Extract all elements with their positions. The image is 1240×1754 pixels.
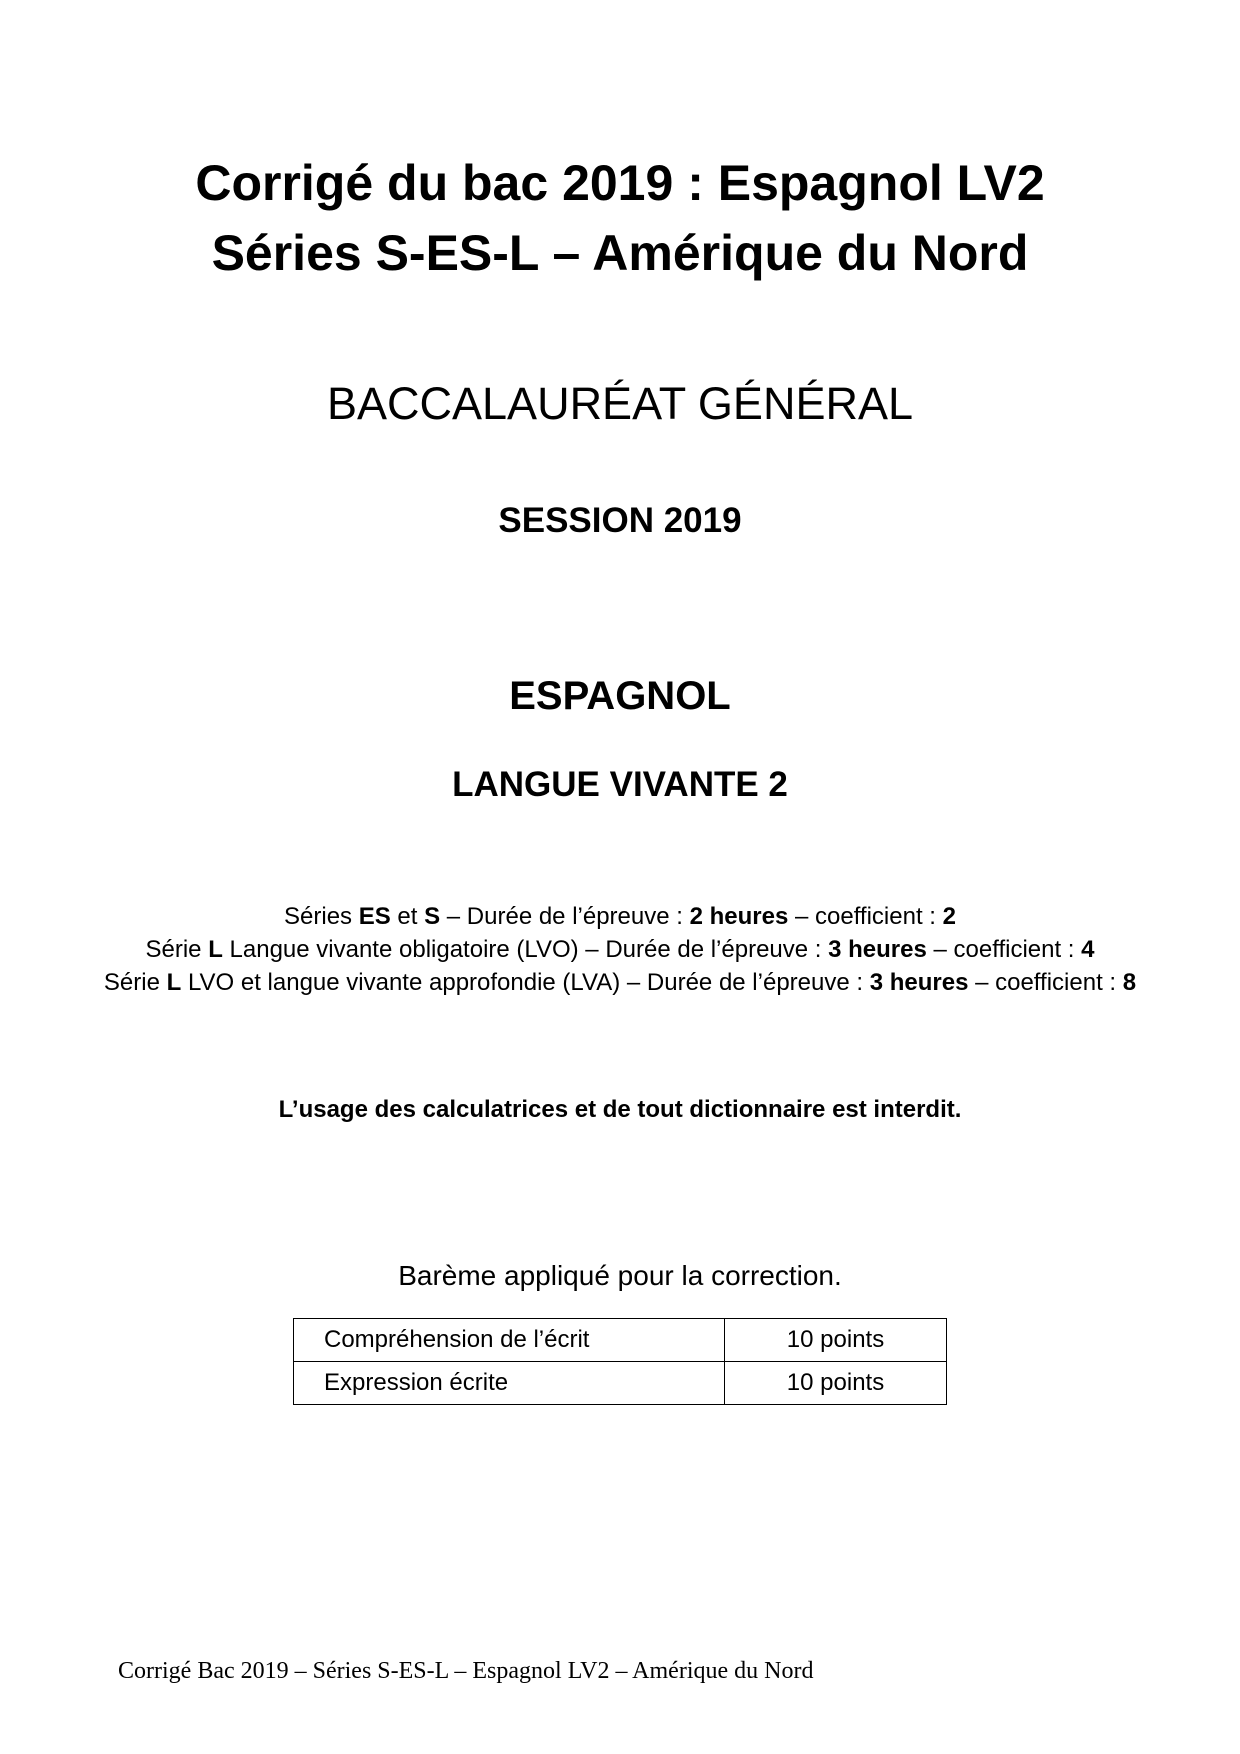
- table-row: [294, 1319, 947, 1362]
- document-title: [0, 148, 1240, 288]
- exam-type: BACCALAURÉAT GÉNÉRAL: [326, 378, 913, 429]
- series-text: et: [390, 903, 425, 930]
- series-info: [0, 900, 1240, 999]
- series-bold-text: 4: [1081, 936, 1095, 963]
- series-text: – coefficient :: [926, 936, 1082, 963]
- series-text: LVO et langue vivante approfondie (LVA) – Durée de l’épreuve :: [181, 969, 870, 996]
- series-bold-text: 8: [1122, 969, 1137, 996]
- series-text: – coefficient :: [788, 903, 943, 930]
- series-bold-text: S: [424, 903, 441, 930]
- bareme-caption: Barème appliqué pour la correction.: [398, 1260, 842, 1291]
- exam-subject: ESPAGNOL: [509, 674, 731, 718]
- exam-rule: L’usage des calculatrices et de tout dictionnaire est interdit.: [278, 1096, 962, 1123]
- series-text: Série: [145, 936, 209, 963]
- series-bold-text: L: [166, 969, 182, 996]
- series-text: Série: [103, 969, 167, 996]
- table-cell-label: Compréhension de l’écrit: [294, 1319, 725, 1362]
- series-text: Langue vivante obligatoire (LVO) – Durée de l’épreuve :: [222, 936, 829, 963]
- title-line-1: Corrigé du bac 2019 : Espagnol LV2: [195, 155, 1045, 211]
- series-bold-text: L: [208, 936, 223, 963]
- series-bold-text: 2: [942, 903, 956, 930]
- exam-language-level: LANGUE VIVANTE 2: [452, 765, 788, 804]
- series-bold-text: ES: [358, 903, 391, 930]
- table-cell-points: 10 points: [725, 1362, 947, 1405]
- exam-session: SESSION 2019: [498, 501, 742, 540]
- series-line: [0, 900, 1240, 933]
- series-text: – Durée de l’épreuve :: [440, 903, 690, 930]
- series-text: Séries: [284, 903, 359, 930]
- table-cell-points: 10 points: [725, 1319, 947, 1362]
- series-bold-text: 2 heures: [689, 903, 789, 930]
- series-bold-text: 3 heures: [869, 969, 969, 996]
- page-footer: Corrigé Bac 2019 – Séries S-ES-L – Espagnol LV2 – Amérique du Nord: [118, 1658, 814, 1684]
- table-row: [294, 1362, 947, 1405]
- series-line: [0, 933, 1240, 966]
- bareme-table: [293, 1318, 947, 1405]
- series-bold-text: 3 heures: [828, 936, 927, 963]
- series-text: – coefficient :: [968, 969, 1123, 996]
- table-cell-label: Expression écrite: [294, 1362, 725, 1405]
- title-line-2: Séries S-ES-L – Amérique du Nord: [211, 225, 1029, 281]
- series-line: [0, 966, 1240, 999]
